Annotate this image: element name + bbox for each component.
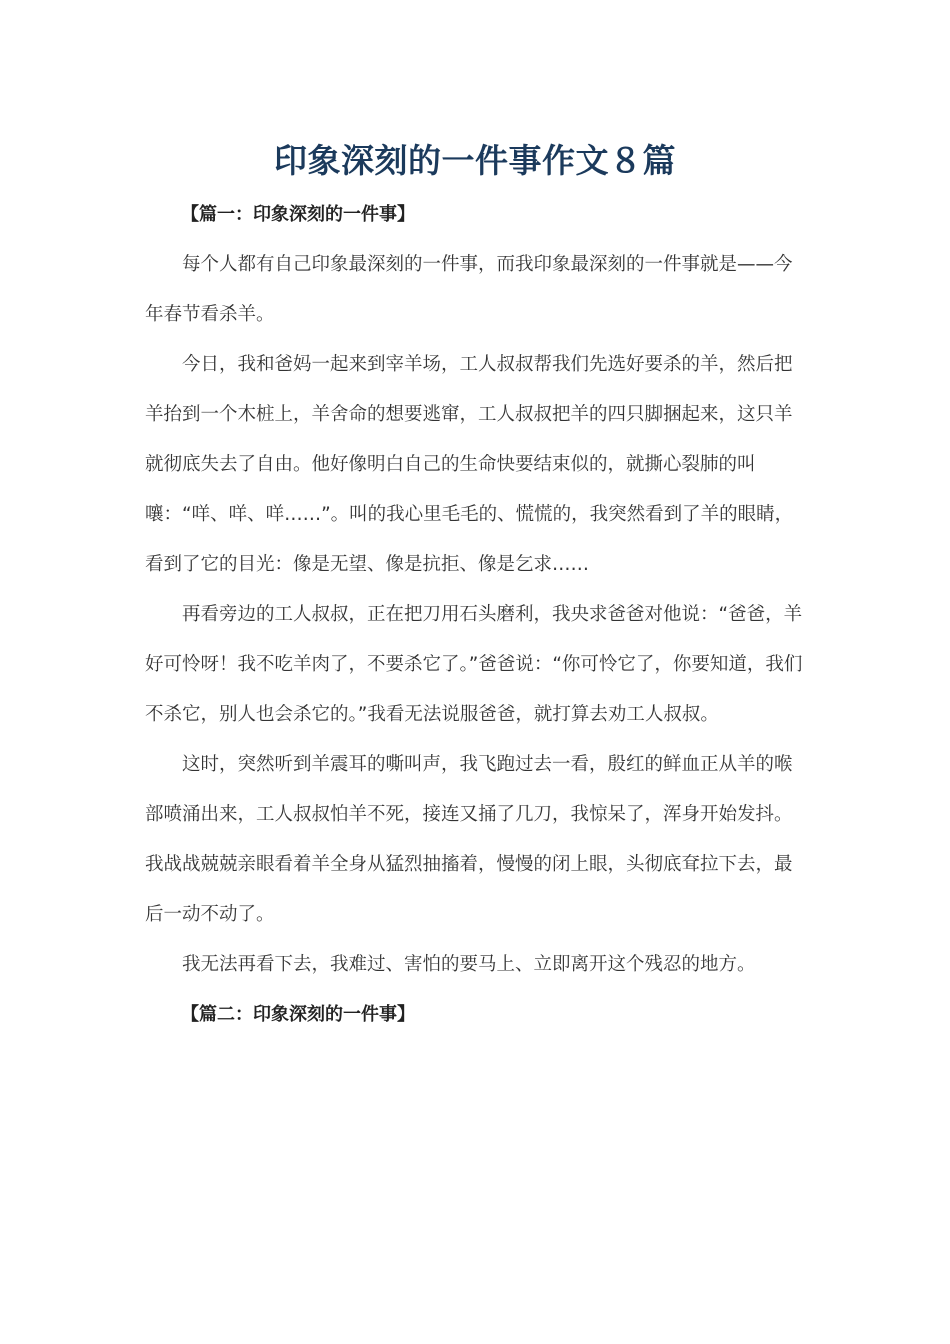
document-title: 印象深刻的一件事作文８篇 xyxy=(274,141,676,180)
section-heading: 【篇二：印象深刻的一件事】 xyxy=(181,1004,415,1025)
section-heading: 【篇一：印象深刻的一件事】 xyxy=(181,204,415,225)
paragraph: 我无法再看下去，我难过、害怕的要马上、立即离开这个残忍的地方。 xyxy=(182,954,756,975)
paragraph: 这时，突然听到羊震耳的嘶叫声，我飞跑过去一看，殷红的鲜血正从羊的喉部喷涌出来，工人叔叔怕羊不死，接连又捅了几刀，我惊呆了，浑身开始发抖。我战战兢兢亲眼看着羊全身从猛烈抽搐着，慢慢的闭上眼，头彻底耷拉下去，最后一动不动了。 xyxy=(145,754,793,925)
paragraph: 今日，我和爸妈一起来到宰羊场，工人叔叔帮我们先选好要杀的羊，然后把羊抬到一个木桩上，羊舍命的想要逃窜，工人叔叔把羊的四只脚捆起来，这只羊就彻底失去了自由。他好像明白自己的生命快要结束似的，就撕心裂肺的叫嚷：“咩、咩、咩……”。叫的我心里毛毛的、慌慌的，我突然看到了羊的眼睛，看到了它的目光：像是无望、像是抗拒、像是乞求…… xyxy=(145,354,794,575)
paragraph: 每个人都有自己印象最深刻的一件事，而我印象最深刻的一件事就是——今年春节看杀羊。 xyxy=(145,254,793,325)
paragraph: 再看旁边的工人叔叔，正在把刀用石头磨利，我央求爸爸对他说：“爸爸，羊好可怜呀！我不吃羊肉了，不要杀它了。”爸爸说：“你可怜它了，你要知道，我们不杀它，别人也会杀它的。”我看无法说服爸爸，就打算去劝工人叔叔。 xyxy=(145,604,803,725)
article-body xyxy=(145,190,808,1040)
